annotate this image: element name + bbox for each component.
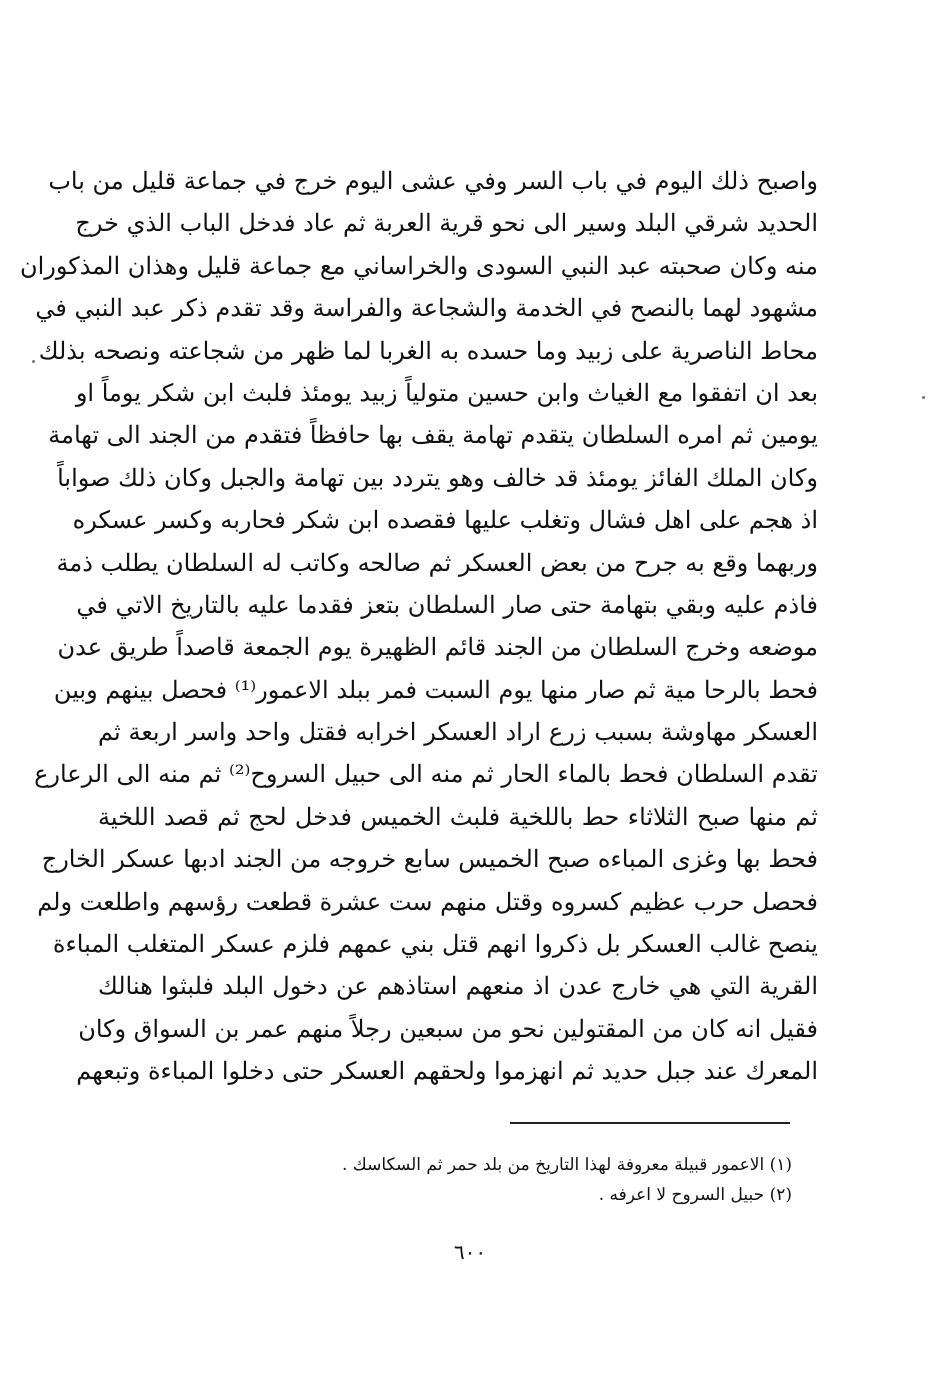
footnote-2: (٢) حبيل السروح لا اعرفه . [598,1185,792,1205]
footnote-divider [510,1122,790,1124]
text-line: واصبح ذلك اليوم في باب السر وفي عشى اليوم خرج في جماعة قليل من باب [48,167,818,195]
footnote-1: (١) الاعمور قبيلة معروفة لهذا التاريخ من بلد حمر ثم السكاسك . [342,1155,792,1175]
main-text-block [20,160,818,1093]
text-line: القرية التي هي خارج عدن اذ منعهم استاذهم عن دخول البلد فلبثوا هنالك [98,972,818,1001]
text-line: الحديد شرقي البلد وسير الى نحو قرية العربة ثم عاد فدخل الباب الذي خرج [75,209,818,238]
text-line: يومين ثم امره السلطان يتقدم تهامة يقف بها حافظاً فتقدم من الجند الى تهامة [48,421,818,450]
scan-speck [922,396,925,399]
text-line: موضعه وخرج السلطان من الجند قائم الظهيرة يوم الجمعة قاصداً طريق عدن [57,633,818,662]
scan-speck [32,360,35,363]
text-line: فاذم عليه وبقي بتهامة حتى صار السلطان بتعز فقدما عليه بالتاريخ الاتي في [76,590,818,619]
text-line: فحط بالرحا مية ثم صار منها يوم السبت فمر ببلد الاعمور⁽¹⁾ فحصل بينهم وبين [53,675,818,704]
text-line: وكان الملك الفائز يومئذ قد خالف وهو يتردد بين تهامة والجبل وكان ذلك صواباً [57,463,818,492]
text-line: تقدم السلطان فحط بالماء الحار ثم منه الى حبيل السروح⁽²⁾ ثم منه الى الرعارع [34,760,818,789]
text-line: بعد ان اتفقوا مع الغياث وابن حسين متولياً زبيد يومئذ فلبث ابن شكر يوماً او [75,378,818,407]
text-line: فقيل انه كان من المقتولين نحو من سبعين رجلاً منهم عمر بن السواق وكان [78,1014,818,1043]
text-line: مشهود لهما بالنصح في الخدمة والشجاعة والفراسة وقد تقدم ذكر عبد النبي في [35,294,818,323]
text-line: ثم منها صبح الثلاثاء حط باللخية فلبث الخميس فدخل لحج ثم قصد اللخية [98,802,818,831]
text-line: محاط الناصرية على زبيد وما حسده به الغربا لما ظهر من شجاعته ونصحه بذلك [38,336,818,365]
text-line: ينصح غالب العسكر بل ذكروا انهم قتل بني عمهم فلزم عسكر المتغلب المباءة [52,930,818,959]
text-line: وربهما وقع به جرح من بعض العسكر ثم صالحه وكاتب له السلطان يطلب ذمة [56,548,818,577]
text-line: المعرك عند جبل حديد ثم انهزموا ولحقهم العسكر حتى دخلوا المباءة وتبعهم [76,1057,818,1086]
page-number: ٦٠٠ [453,1240,487,1264]
text-line: العسكر مهاوشة بسبب زرع اراد العسكر اخرابه فقتل واحد واسر اربعة ثم [98,718,818,747]
text-line: منه وكان صحبته عبد النبي السودى والخراساني مع جماعة قليل وهذان المذكوران [20,251,818,280]
text-line: اذ هجم على اهل فشال وتغلب عليها فقصده ابن شكر فحاربه وكسر عسكره [72,506,818,535]
footnotes [300,1150,792,1210]
text-line: فحط بها وغزى المباءه صبح الخميس سابع خروجه من الجند ادبها عسكر الخارج [41,845,818,874]
text-line: فحصل حرب عظيم كسروه وقتل منهم ست عشرة قطعت رؤسهم واطلعت ولم [37,887,818,916]
